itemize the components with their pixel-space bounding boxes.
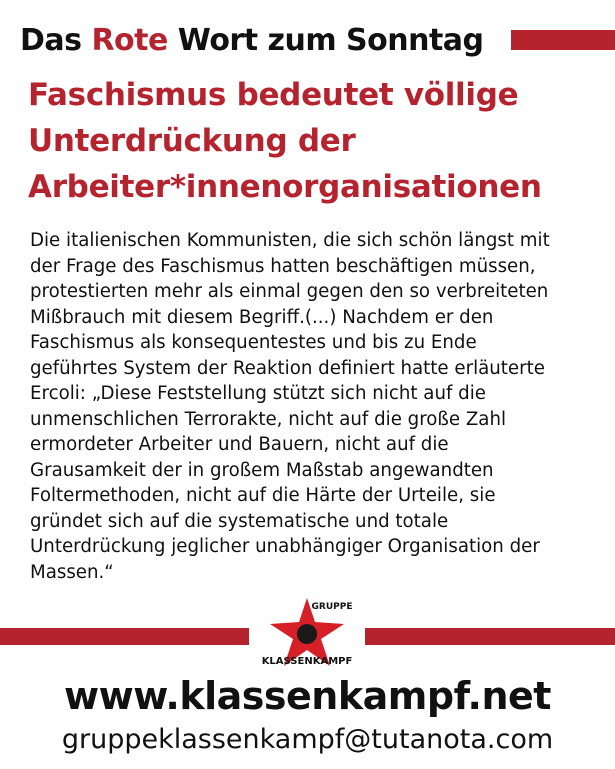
email-link[interactable]: gruppeklassenkampf@tutanota.com <box>61 724 554 755</box>
title-highlight: Rote <box>91 22 168 58</box>
divider-left <box>0 628 249 645</box>
logo-top-text: GRUPPE <box>311 602 353 612</box>
body-line: Faschismus als konsequentestes und bis zu Ende <box>30 332 477 353</box>
page-title <box>20 23 484 58</box>
body-text <box>30 228 590 585</box>
logo-bottom-text: KLASSENKAMPF <box>261 656 353 667</box>
body-line: Foltermethoden, nicht auf die Härte der Urteile, sie <box>30 485 496 506</box>
body-line: ermordeter Arbeiter und Bauern, nicht auf die <box>30 434 449 455</box>
body-line: unmenschlichen Terrorakte, nicht auf die große Zahl <box>30 408 507 430</box>
headline-line: Arbeiter*innenorganisationen <box>28 169 542 205</box>
body-line: der Frage des Faschismus hatten beschäftigen müssen, <box>30 255 536 277</box>
headline <box>28 72 603 210</box>
title-suffix: Wort zum Sonntag <box>167 22 484 58</box>
body-line: gründet sich auf die systematische und totale <box>30 510 449 532</box>
divider-right <box>365 628 615 645</box>
header <box>20 18 484 62</box>
body-line: Unterdrückung jeglicher unabhängiger Organisation der <box>30 536 540 557</box>
website-link[interactable]: www.klassenkampf.net <box>64 674 551 718</box>
body-line: Mißbrauch mit diesem Begriff.(...) Nachdem er den <box>30 306 494 328</box>
headline-line: Faschismus bedeutet völlige <box>28 77 519 113</box>
body-line: Die italienischen Kommunisten, die sich schön längst mit <box>30 230 550 251</box>
body-line: protestierten mehr als einmal gegen den so verbreiteten <box>30 281 549 302</box>
body-line: Ercoli: „Diese Feststellung stützt sich nicht auf die <box>30 383 486 404</box>
red-star-fist-icon <box>252 596 362 668</box>
body-line: Grausamkeit der in großem Maßstab angewandten <box>30 459 494 481</box>
body-line: geführtes System der Reaktion definiert hatte erläuterte <box>30 357 545 379</box>
body-line: Massen.“ <box>30 561 114 583</box>
headline-line: Unterdrückung der <box>28 123 356 159</box>
title-prefix: Das <box>20 22 92 58</box>
header-accent-bar <box>511 30 615 50</box>
